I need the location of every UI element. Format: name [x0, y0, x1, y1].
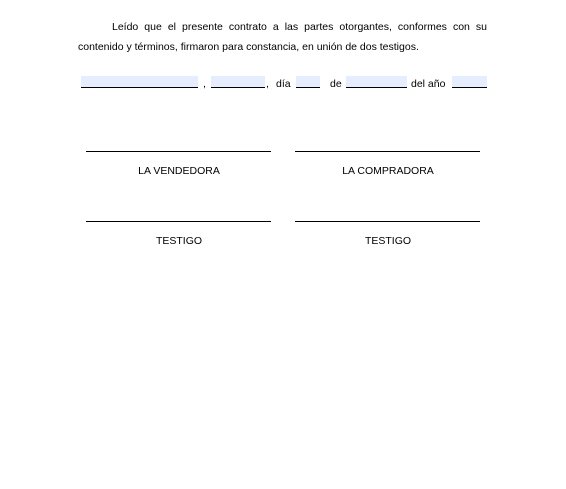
comma-separator: ,	[203, 78, 206, 90]
seller-signature-line	[86, 151, 271, 152]
dia-label: día	[276, 78, 291, 90]
month-field[interactable]	[346, 76, 407, 88]
region-field[interactable]	[211, 76, 265, 88]
buyer-label: LA COMPRADORA	[342, 165, 434, 177]
del-ano-label: del año	[411, 78, 446, 90]
buyer-signature-line	[295, 151, 480, 152]
seller-label: LA VENDEDORA	[138, 165, 220, 177]
comma-separator: ,	[266, 78, 269, 90]
closing-paragraph	[78, 17, 487, 57]
date-line	[78, 76, 488, 92]
year-field[interactable]	[452, 76, 487, 88]
witness2-label: TESTIGO	[364, 235, 412, 247]
witness1-label: TESTIGO	[155, 235, 203, 247]
closing-paragraph-text: Leído que el presente contrato a las partes otorgantes, conformes con su contenido y términos, firmaron para constancia, en unión de dos testigos.	[78, 21, 487, 53]
de-label: de	[330, 78, 342, 90]
place-field[interactable]	[81, 76, 198, 88]
witness2-signature-line	[295, 221, 480, 222]
witness1-signature-line	[86, 221, 271, 222]
day-field[interactable]	[296, 76, 320, 88]
